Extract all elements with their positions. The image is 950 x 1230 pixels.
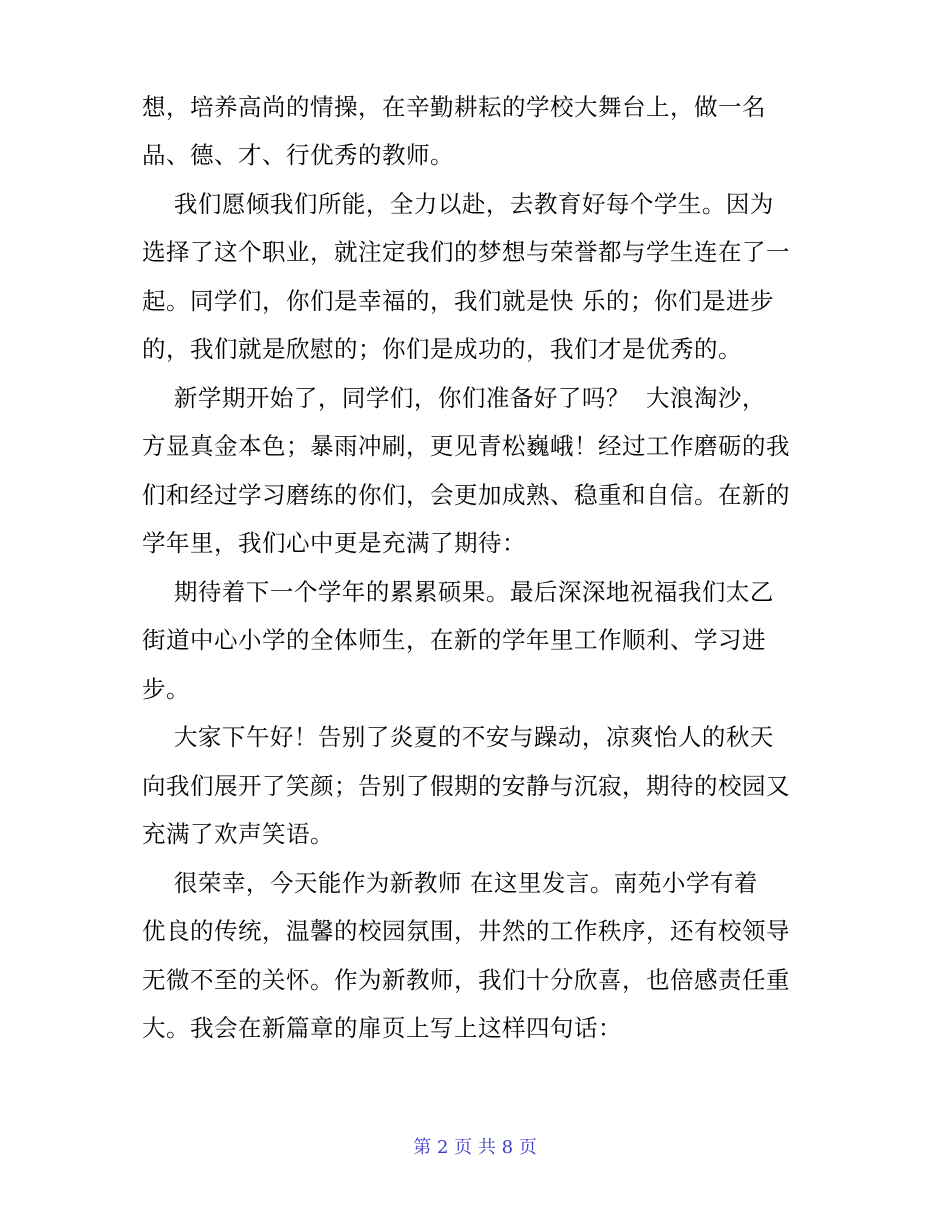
text-line: 步。 bbox=[142, 675, 190, 703]
text-line: 品、德、才、行优秀的教师。 bbox=[142, 141, 454, 169]
text-line: 向我们展开了笑颜；告别了假期的安静与沉寂，期待的校园又 bbox=[142, 772, 790, 800]
text-line: 无微不至的关怀。作为新教师，我们十分欣喜，也倍感责任重 bbox=[142, 966, 790, 994]
text-line: 学年里，我们心中更是充满了期待： bbox=[142, 529, 526, 557]
page-number-footer: 第 2 页 共 8 页 bbox=[413, 1137, 537, 1158]
text-line: 街道中心小学的全体师生，在新的学年里工作顺利、学习进 bbox=[142, 626, 766, 654]
text-line: 大家下午好！告别了炎夏的不安与躁动，凉爽怡人的秋天 bbox=[142, 723, 774, 751]
text-line: 很荣幸，今天能作为新教师 在这里发言。南苑小学有着 bbox=[142, 869, 758, 897]
text-line: 选择了这个职业，就注定我们的梦想与荣誉都与学生连在了一 bbox=[142, 238, 790, 266]
text-line: 起。同学们，你们是幸福的，我们就是快 乐的；你们是进步 bbox=[142, 287, 774, 315]
text-line: 我们愿倾我们所能，全力以赴，去教育好每个学生。因为 bbox=[142, 190, 774, 218]
text-line: 方显真金本色；暴雨冲刷，更见青松巍峨！经过工作磨砺的我 bbox=[142, 432, 790, 460]
text-line: 充满了欢声笑语。 bbox=[142, 820, 334, 848]
text-line: 优良的传统，温馨的校园氛围，井然的工作秩序，还有校领导 bbox=[142, 917, 790, 945]
text-line: 的，我们就是欣慰的；你们是成功的，我们才是优秀的。 bbox=[142, 335, 742, 363]
text-line: 想，培养高尚的情操，在辛勤耕耘的学校大舞台上，做一名 bbox=[142, 93, 766, 121]
text-line: 大。我会在新篇章的扉页上写上这样四句话： bbox=[142, 1014, 622, 1042]
text-line: 们和经过学习磨练的你们，会更加成熟、稳重和自信。在新的 bbox=[142, 481, 790, 509]
text-line: 期待着下一个学年的累累硕果。最后深深地祝福我们太乙 bbox=[142, 578, 774, 606]
text-line: 新学期开始了，同学们，你们准备好了吗？ 大浪淘沙， bbox=[142, 384, 766, 412]
